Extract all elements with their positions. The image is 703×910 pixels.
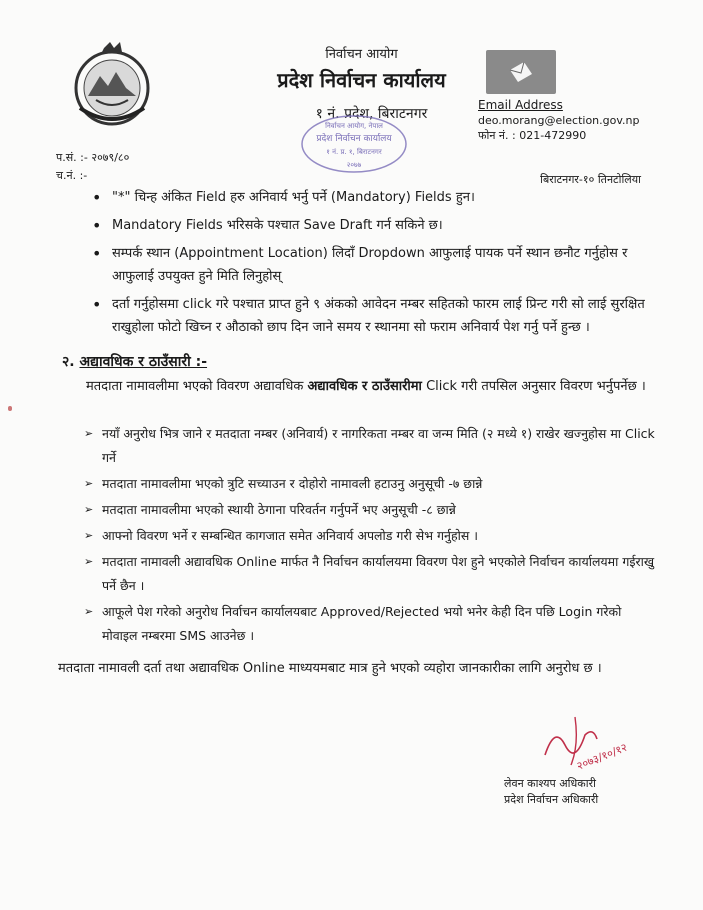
email-label: Email Address: [478, 98, 563, 112]
contact-block: [478, 98, 639, 143]
section-title: अद्यावधिक र ठाउँसारी :-: [79, 354, 208, 370]
list-item: ➢ आफूले पेश गरेको अनुरोध निर्वाचन कार्यालयबाट Approved/Rejected भयो भनेर केही दिन पछि Login गरेको मोवाइल नम्बरमा SMS आउनेछ ।: [84, 600, 659, 648]
signatory-title: प्रदेश निर्वाचन अधिकारी: [504, 793, 599, 806]
header-office: प्रदेश निर्वाचन कार्यालय: [277, 68, 446, 92]
stamp-text-3: १ नं. प्र. १, बिराटनगर: [326, 148, 382, 156]
header-commission: निर्वाचन आयोग: [325, 47, 398, 62]
phone-number: फोन नं. : 021-472990: [478, 129, 587, 142]
intro-text-pre: मतदाता नामावलीमा भएको विवरण अद्यावधिक: [86, 379, 304, 394]
stamp-text-4: २०७७: [346, 161, 362, 169]
signatory-name: लेवन काश्यप अधिकारी: [504, 777, 596, 790]
stamp-text-1: निर्वाचन आयोग, नेपाल: [325, 122, 383, 130]
list-item: ➢ नयाँ अनुरोध भित्र जाने र मतदाता नम्बर (अनिवार्य) र नागरिकता नम्बर वा जन्म मिति (२ मध्ये १) राखेर खज्नुहोस मा Click गर्ने: [84, 422, 659, 470]
instruction-list: [92, 186, 652, 344]
reference-number: प.सं. :- २०७९/८०: [56, 151, 130, 164]
signature-date: २०७३/१०/१२: [574, 740, 630, 773]
email-icon: [486, 50, 556, 94]
list-item: • दर्ता गर्नुहोसमा click गरे पश्चात प्राप्त हुने ९ अंकको आवेदन नम्बर सहितको फारम लाई प्रिन्ट गरी सो लाई सुरक्षित राखुहोला फोटो खिच्न र औठाको छाप दिन जाने समय र स्थानमा सो फराम अनिवार्य पेश गर्नु पर्ने हुन्छ ।: [92, 293, 652, 339]
list-item: ➢ मतदाता नामावली अद्यावधिक Online मार्फत नै निर्वाचन कार्यालयमा विवरण पेश हुने भएकोले निर्वाचन कार्यालयमा गईराखु पर्ने छैन ।: [84, 550, 659, 598]
section-heading: [62, 352, 207, 371]
section-number: २.: [62, 354, 75, 370]
list-item: • Mandatory Fields भरिसके पश्चात Save Draft गर्न सकिने छ।: [92, 214, 652, 237]
office-stamp: [298, 112, 410, 176]
stamp-text-2: प्रदेश निर्वाचन कार्यालय: [316, 134, 392, 144]
section-intro: [86, 374, 656, 400]
intro-text-post: Click गरी तपसिल अनुसार विवरण भर्नुपर्नेछ ।: [426, 379, 646, 394]
closing-paragraph: मतदाता नामावली दर्ता तथा अद्यावधिक Online माध्ययमबाट मात्र हुने भएको व्यहोरा जानकारीका लागि अनुरोध छ ।: [58, 661, 602, 676]
header-location: १ नं. प्रदेश, बिराटनगर: [315, 106, 428, 122]
step-list: [84, 422, 659, 650]
signature: [535, 705, 675, 775]
email-address: deo.morang@election.gov.np: [478, 114, 640, 127]
list-item: ➢ आफ्नो विवरण भर्ने र सम्बन्धित कागजात समेत अनिवार्य अपलोड गरी सेभ गर्नुहोस ।: [84, 524, 659, 548]
list-item: • "*" चिन्ह अंकित Field हरु अनिवार्य भर्नु पर्ने (Mandatory) Fields हुन।: [92, 186, 652, 209]
dispatch-number: च.नं. :-: [56, 169, 88, 182]
list-item: ➢ मतदाता नामावलीमा भएको त्रुटि सच्याउन र दोहोरो नामावली हटाउनु अनुसूची -७ छान्ने: [84, 472, 659, 496]
office-address: बिराटनगर-१० तिनटोलिया: [540, 173, 641, 186]
list-item: ➢ मतदाता नामावलीमा भएको स्थायी ठेगाना परिवर्तन गर्नुपर्ने भए अनुसूची -८ छान्ने: [84, 498, 659, 522]
intro-text-bold: अद्यावधिक र ठाउँसारीमा: [307, 379, 422, 394]
paper-mark: [8, 406, 12, 411]
list-item: • सम्पर्क स्थान (Appointment Location) लिदाँ Dropdown आफुलाई पायक पर्ने स्थान छनौट गर्नुहोस र आफुलाई उपयुक्त हुने मिति लिनुहोस्: [92, 242, 652, 288]
